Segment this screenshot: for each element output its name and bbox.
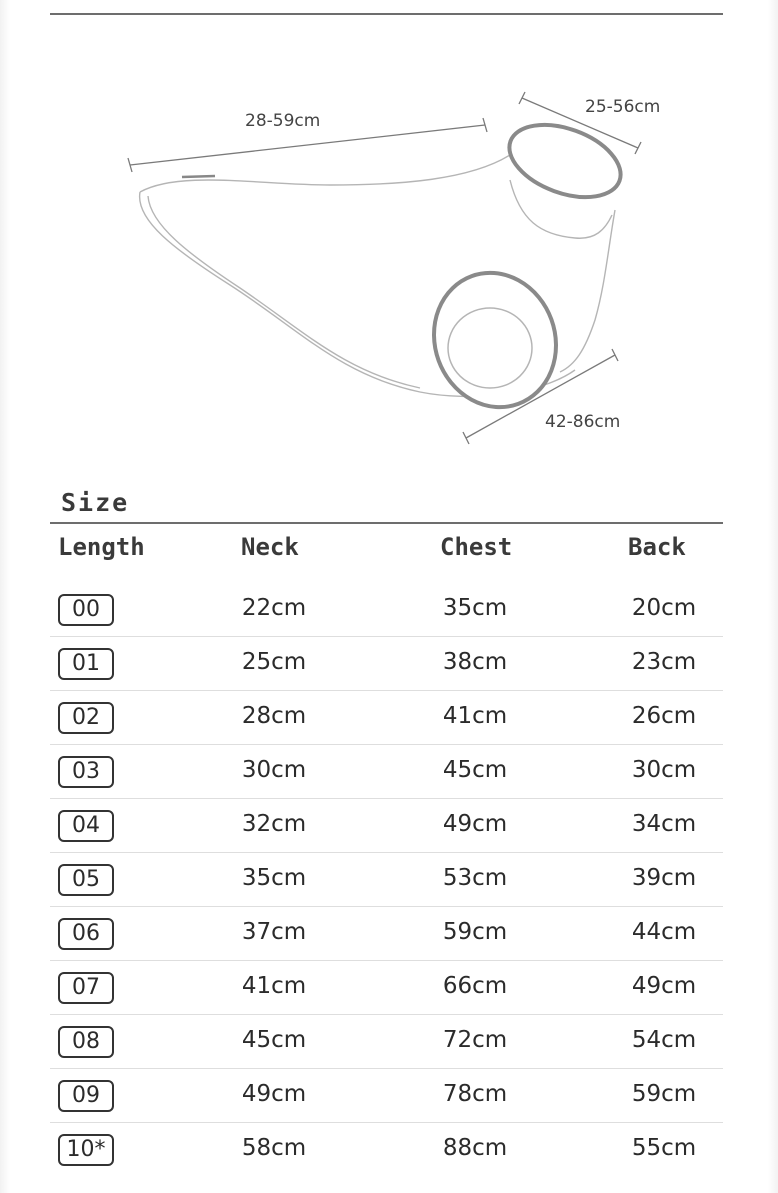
table-row xyxy=(50,1122,723,1176)
back-value: 26cm xyxy=(631,703,697,729)
back-value: 54cm xyxy=(631,1027,697,1053)
chest-value: 41cm xyxy=(442,703,508,729)
back-value: 49cm xyxy=(631,973,697,999)
size-badge: 10* xyxy=(58,1134,114,1166)
neck-value: 41cm xyxy=(241,973,307,999)
table-row xyxy=(50,798,723,853)
back-value: 23cm xyxy=(631,649,697,675)
chest-value: 45cm xyxy=(442,757,508,783)
column-header-length: Length xyxy=(58,533,145,561)
back-value: 44cm xyxy=(631,919,697,945)
back-value: 30cm xyxy=(631,757,697,783)
size-badge: 01 xyxy=(58,648,114,680)
chest-range-label: 42-86cm xyxy=(545,412,621,432)
table-row xyxy=(50,582,723,637)
back-value: 55cm xyxy=(631,1135,697,1161)
table-row xyxy=(50,690,723,745)
size-badge: 06 xyxy=(58,918,114,950)
chest-value: 38cm xyxy=(442,649,508,675)
back-value: 34cm xyxy=(631,811,697,837)
neck-value: 25cm xyxy=(241,649,307,675)
chest-value: 78cm xyxy=(442,1081,508,1107)
table-row xyxy=(50,1068,723,1123)
table-row xyxy=(50,906,723,961)
neck-range-label: 25-56cm xyxy=(585,97,661,117)
size-divider xyxy=(50,522,723,524)
neck-value: 35cm xyxy=(241,865,307,891)
column-header-neck: Neck xyxy=(241,533,299,561)
table-row xyxy=(50,960,723,1015)
size-badge: 05 xyxy=(58,864,114,896)
garment-diagram xyxy=(0,20,778,480)
neck-value: 45cm xyxy=(241,1027,307,1053)
back-value: 59cm xyxy=(631,1081,697,1107)
size-badge: 03 xyxy=(58,756,114,788)
neck-value: 22cm xyxy=(241,595,307,621)
top-divider xyxy=(50,13,723,15)
back-value: 20cm xyxy=(631,595,697,621)
chest-value: 72cm xyxy=(442,1027,508,1053)
size-badge: 00 xyxy=(58,594,114,626)
neck-value: 49cm xyxy=(241,1081,307,1107)
table-row xyxy=(50,744,723,799)
back-value: 39cm xyxy=(631,865,697,891)
column-header-chest: Chest xyxy=(440,533,513,561)
size-badge: 04 xyxy=(58,810,114,842)
neck-value: 32cm xyxy=(241,811,307,837)
neck-value: 28cm xyxy=(241,703,307,729)
size-badge: 09 xyxy=(58,1080,114,1112)
column-header-back: Back xyxy=(628,533,686,561)
table-row xyxy=(50,852,723,907)
table-row xyxy=(50,1014,723,1069)
chest-value: 88cm xyxy=(442,1135,508,1161)
chest-value: 66cm xyxy=(442,973,508,999)
leg-opening xyxy=(415,256,574,425)
size-badge: 07 xyxy=(58,972,114,1004)
back-range-label: 28-59cm xyxy=(245,111,321,131)
size-heading: Size xyxy=(61,488,130,517)
chest-value: 49cm xyxy=(442,811,508,837)
table-row xyxy=(50,636,723,691)
neck-value: 37cm xyxy=(241,919,307,945)
neck-value: 30cm xyxy=(241,757,307,783)
neck-value: 58cm xyxy=(241,1135,307,1161)
chest-value: 53cm xyxy=(442,865,508,891)
chest-value: 59cm xyxy=(442,919,508,945)
chest-value: 35cm xyxy=(442,595,508,621)
size-badge: 08 xyxy=(58,1026,114,1058)
size-badge: 02 xyxy=(58,702,114,734)
neck-opening xyxy=(500,111,631,211)
